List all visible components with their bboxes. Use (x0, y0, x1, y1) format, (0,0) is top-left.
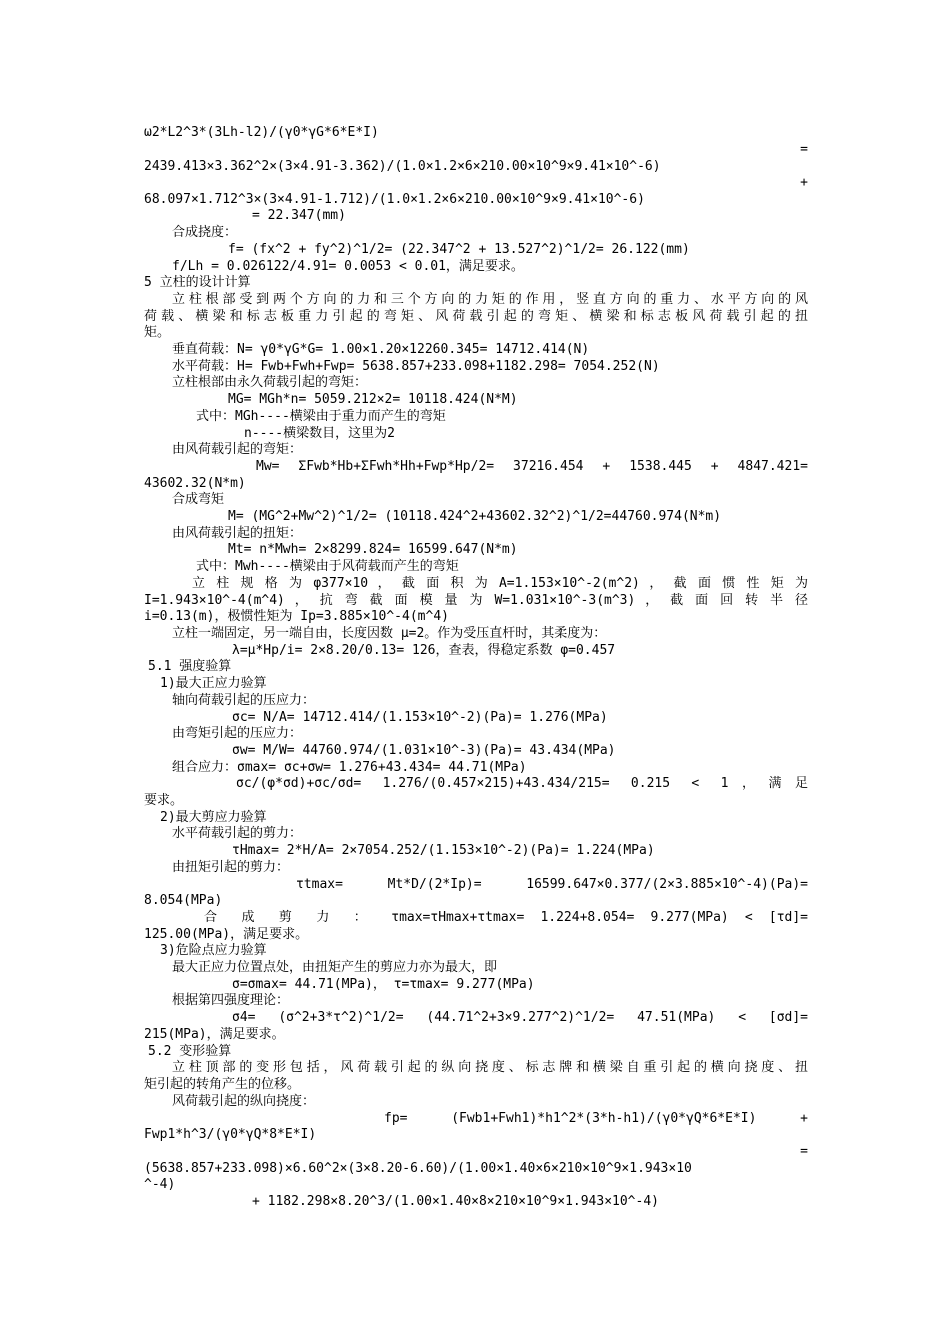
text-line: 68.097×1.712^3×(3×4.91-1.712)/(1.0×1.2×6×210.00×10^9×9.41×10^-6) (144, 192, 645, 207)
text-line: 立柱根部受到两个方向的力和三个方向的力矩的作用，竖直方向的重力、水平方向的风 (172, 292, 808, 307)
text-line: f/Lh = 0.026122/4.91= 0.0053 < 0.01，满足要求。 (172, 259, 524, 274)
text-line: 由风荷载引起的弯矩： (172, 442, 303, 457)
text-line: 立柱一端固定，另一端自由，长度因数 μ=2。作为受压直杆时，其柔度为： (172, 626, 607, 641)
text-line: = (800, 1144, 808, 1159)
text-line: 立柱根部由永久荷载引起的弯矩： (172, 375, 368, 390)
text-line: 2)最大剪应力验算 (160, 810, 267, 825)
text-line: 由扭矩引起的剪力： (172, 860, 290, 875)
text-line: 3)危险点应力验算 (160, 943, 267, 958)
text-line: 式中：Mwh----横梁由于风荷载而产生的弯矩 (196, 559, 459, 574)
text-line: 由弯矩引起的压应力： (172, 726, 303, 741)
text-line: 5.1 强度验算 (148, 659, 232, 674)
text-line: MG= MGh*n= 5059.212×2= 10118.424(N*M) (228, 392, 518, 407)
text-line: 组合应力：σmax= σc+σw= 1.276+43.434= 44.71(MPa) (172, 760, 527, 775)
text-line: ω2*L2^3*(3Lh-l2)/(γ0*γG*6*E*I) (144, 125, 379, 140)
text-line: λ=μ*Hp/i= 2×8.20/0.13= 126，查表，得稳定系数 φ=0.457 (232, 643, 616, 658)
text-line: Mt= n*Mwh= 2×8299.824= 16599.647(N*m) (228, 542, 518, 557)
text-line: Fwp1*h^3/(γ0*γQ*8*E*I) (144, 1127, 317, 1142)
text-line: M= (MG^2+Mw^2)^1/2= (10118.424^2+43602.32^2)^1/2=44760.974(N*m) (228, 509, 722, 524)
text-line: + (800, 175, 808, 190)
text-line: 矩引起的转角产生的位移。 (144, 1077, 301, 1092)
text-line: 最大正应力位置点处，由扭矩产生的剪应力亦为最大，即 (172, 960, 498, 975)
text-line: I=1.943×10^-4(m^4) ， 抗 弯 截 面 模 量 为 W=1.031×10^-3(m^3) ， 截 面 回 转 半 径 (144, 593, 808, 608)
text-line: i=0.13(m)，极惯性矩为 Ip=3.885×10^-4(m^4) (144, 609, 449, 624)
text-line: 水平荷载引起的剪力： (172, 826, 303, 841)
text-line: σw= M/W= 44760.974/(1.031×10^-3)(Pa)= 43.434(MPa) (232, 743, 616, 758)
text-line: 5 立柱的设计计算 (144, 275, 251, 290)
text-line: 合成挠度： (172, 225, 238, 240)
text-line: 要求。 (144, 793, 184, 808)
text-line: f= (fx^2 + fy^2)^1/2= (22.347^2 + 13.527^2)^1/2= 26.122(mm) (228, 242, 690, 257)
text-line: 风荷载引起的纵向挠度： (172, 1094, 316, 1109)
text-line: 荷载、横梁和标志板重力引起的弯矩、风荷载引起的弯矩、横梁和标志板风荷载引起的扭 (144, 309, 808, 324)
text-line: Mw= ΣFwb*Hb+ΣFwh*Hh+Fwp*Hp/2= 37216.454 + 1538.445 + 4847.421= (256, 459, 808, 474)
text-line: 5.2 变形验算 (148, 1044, 232, 1059)
text-line: τHmax= 2*H/A= 2×7054.252/(1.153×10^-2)(Pa)= 1.224(MPa) (232, 843, 655, 858)
text-line: 合成弯矩 (172, 492, 225, 507)
text-line: 43602.32(N*m) (144, 476, 246, 491)
text-line: n----横梁数目，这里为2 (244, 426, 395, 441)
text-line: 轴向荷载引起的压应力： (172, 693, 316, 708)
text-line: 根据第四强度理论： (172, 993, 290, 1008)
text-line: 矩。 (144, 325, 171, 340)
text-line: 2439.413×3.362^2×(3×4.91-3.362)/(1.0×1.2×6×210.00×10^9×9.41×10^-6) (144, 159, 661, 174)
text-line: 立柱顶部的变形包括，风荷载引起的纵向挠度、标志牌和横梁自重引起的横向挠度、扭 (172, 1060, 808, 1075)
text-line: σc/(φ*σd)+σc/σd= 1.276/(0.457×215)+43.434/215= 0.215 < 1，满足 (236, 776, 808, 791)
text-line: 125.00(MPa)，满足要求。 (144, 927, 309, 942)
text-line: σ=σmax= 44.71(MPa)， τ=τmax= 9.277(MPa) (232, 977, 535, 992)
text-line: σ4= (σ^2+3*τ^2)^1/2= (44.71^2+3×9.277^2)^1/2= 47.51(MPa) < [σd]= (232, 1010, 808, 1025)
text-line: 水平荷载：H= Fwb+Fwh+Fwp= 5638.857+233.098+1182.298= 7054.252(N) (172, 359, 660, 374)
text-line: 合 成 剪 力 ： τmax=τHmax+τtmax= 1.224+8.054= 9.277(MPa) < [τd]= (204, 910, 808, 925)
text-line: 垂直荷载：N= γ0*γG*G= 1.00×1.20×12260.345= 14712.414(N) (172, 342, 590, 357)
text-line: = (800, 142, 808, 157)
text-line: fp= (Fwb1+Fwh1)*h1^2*(3*h-h1)/(γ0*γQ*6*E*I) + (384, 1111, 808, 1126)
text-line: 1)最大正应力验算 (160, 676, 267, 691)
text-line: τtmax= Mt*D/(2*Ip)= 16599.647×0.377/(2×3.885×10^-4)(Pa)= (296, 877, 808, 892)
text-line: (5638.857+233.098)×6.60^2×(3×8.20-6.60)/(1.00×1.40×6×210×10^9×1.943×10 (144, 1161, 692, 1176)
text-line: + 1182.298×8.20^3/(1.00×1.40×8×210×10^9×1.943×10^-4) (252, 1194, 659, 1209)
text-line: ^-4) (144, 1177, 176, 1192)
text-line: 由风荷载引起的扭矩： (172, 526, 303, 541)
text-line: σc= N/A= 14712.414/(1.153×10^-2)(Pa)= 1.276(MPa) (232, 710, 608, 725)
text-line: 215(MPa)，满足要求。 (144, 1027, 285, 1042)
text-line: = 22.347(mm) (252, 208, 346, 223)
text-line: 8.054(MPa) (144, 893, 223, 908)
text-line: 立 柱 规 格 为 φ377×10 ， 截 面 积 为 A=1.153×10^-2(m^2) ， 截 面 惯 性 矩 为 (192, 576, 808, 591)
text-line: 式中：MGh----横梁由于重力而产生的弯矩 (196, 409, 446, 424)
